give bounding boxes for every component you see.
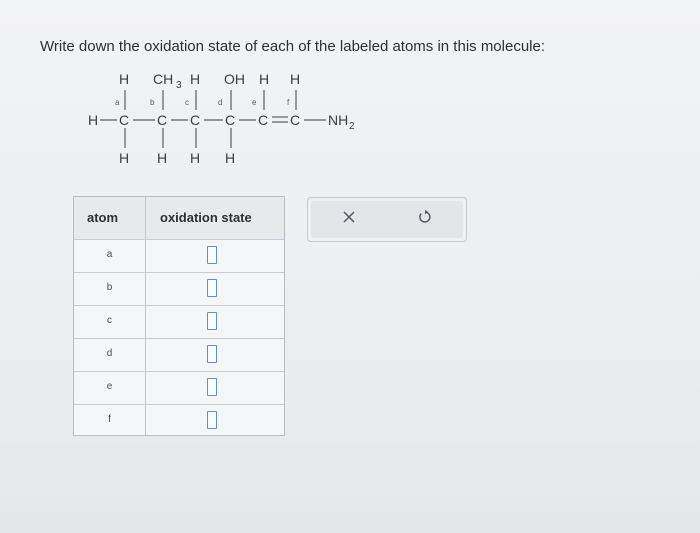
top-atom-ch-sub: 3: [176, 80, 182, 91]
chain-atom-c6: C: [290, 112, 301, 128]
row-atom-label: a: [106, 249, 113, 260]
top-atom-h3: H: [259, 71, 270, 87]
label-f: f: [287, 98, 290, 107]
table-row: [74, 239, 284, 272]
label-d: d: [218, 98, 223, 107]
bottom-atom-h3: H: [190, 150, 201, 166]
chain-atom-c4: C: [225, 112, 236, 128]
table-row: [74, 338, 284, 371]
clear-button[interactable]: [336, 204, 362, 230]
chain-atom-c1: C: [119, 112, 130, 128]
table-row: [74, 404, 284, 437]
table-row: [74, 371, 284, 404]
chain-atom-nh: NH: [328, 112, 349, 128]
row-atom-label: d: [106, 348, 113, 359]
reset-button[interactable]: [412, 204, 438, 230]
oxidation-input-c[interactable]: [207, 312, 217, 330]
bottom-atom-h4: H: [225, 150, 236, 166]
label-b: b: [150, 98, 155, 107]
top-atom-h2: H: [190, 71, 201, 87]
chain-atom-c2: C: [157, 112, 168, 128]
label-e: e: [252, 98, 257, 107]
row-atom-label: b: [106, 282, 113, 293]
top-atom-h1: H: [119, 71, 130, 87]
row-atom-label: c: [107, 315, 112, 326]
answer-controls: [307, 197, 467, 242]
oxidation-input-f[interactable]: [207, 411, 217, 429]
top-atom-h4: H: [290, 71, 301, 87]
table-row: [74, 305, 284, 338]
table-header: [74, 197, 284, 240]
close-icon: [342, 210, 356, 224]
oxidation-table: [73, 196, 285, 436]
bottom-atom-h1: H: [119, 150, 130, 166]
chain-atom-c5: C: [258, 112, 269, 128]
label-c: c: [185, 98, 189, 107]
question-text: Write down the oxidation state of each of the labeled atoms in this molecule:: [40, 38, 546, 55]
answer-controls-inner: [311, 201, 463, 238]
chain-atom-nh-sub: 2: [349, 121, 355, 132]
row-atom-label: f: [108, 414, 111, 425]
label-a: a: [115, 98, 120, 107]
table-row: [74, 272, 284, 305]
oxidation-input-d[interactable]: [207, 345, 217, 363]
chain-atom-c3: C: [190, 112, 201, 128]
top-atom-oh: OH: [224, 71, 245, 87]
undo-icon: [417, 209, 433, 225]
header-oxidation-state: oxidation state: [160, 210, 252, 225]
oxidation-input-a[interactable]: [207, 246, 217, 264]
oxidation-input-e[interactable]: [207, 378, 217, 396]
oxidation-input-b[interactable]: [207, 279, 217, 297]
row-atom-label: e: [106, 381, 113, 392]
bottom-atom-h2: H: [157, 150, 168, 166]
header-atom: atom: [87, 210, 119, 225]
chain-atom-h: H: [88, 112, 99, 128]
top-atom-ch: CH: [153, 71, 174, 87]
